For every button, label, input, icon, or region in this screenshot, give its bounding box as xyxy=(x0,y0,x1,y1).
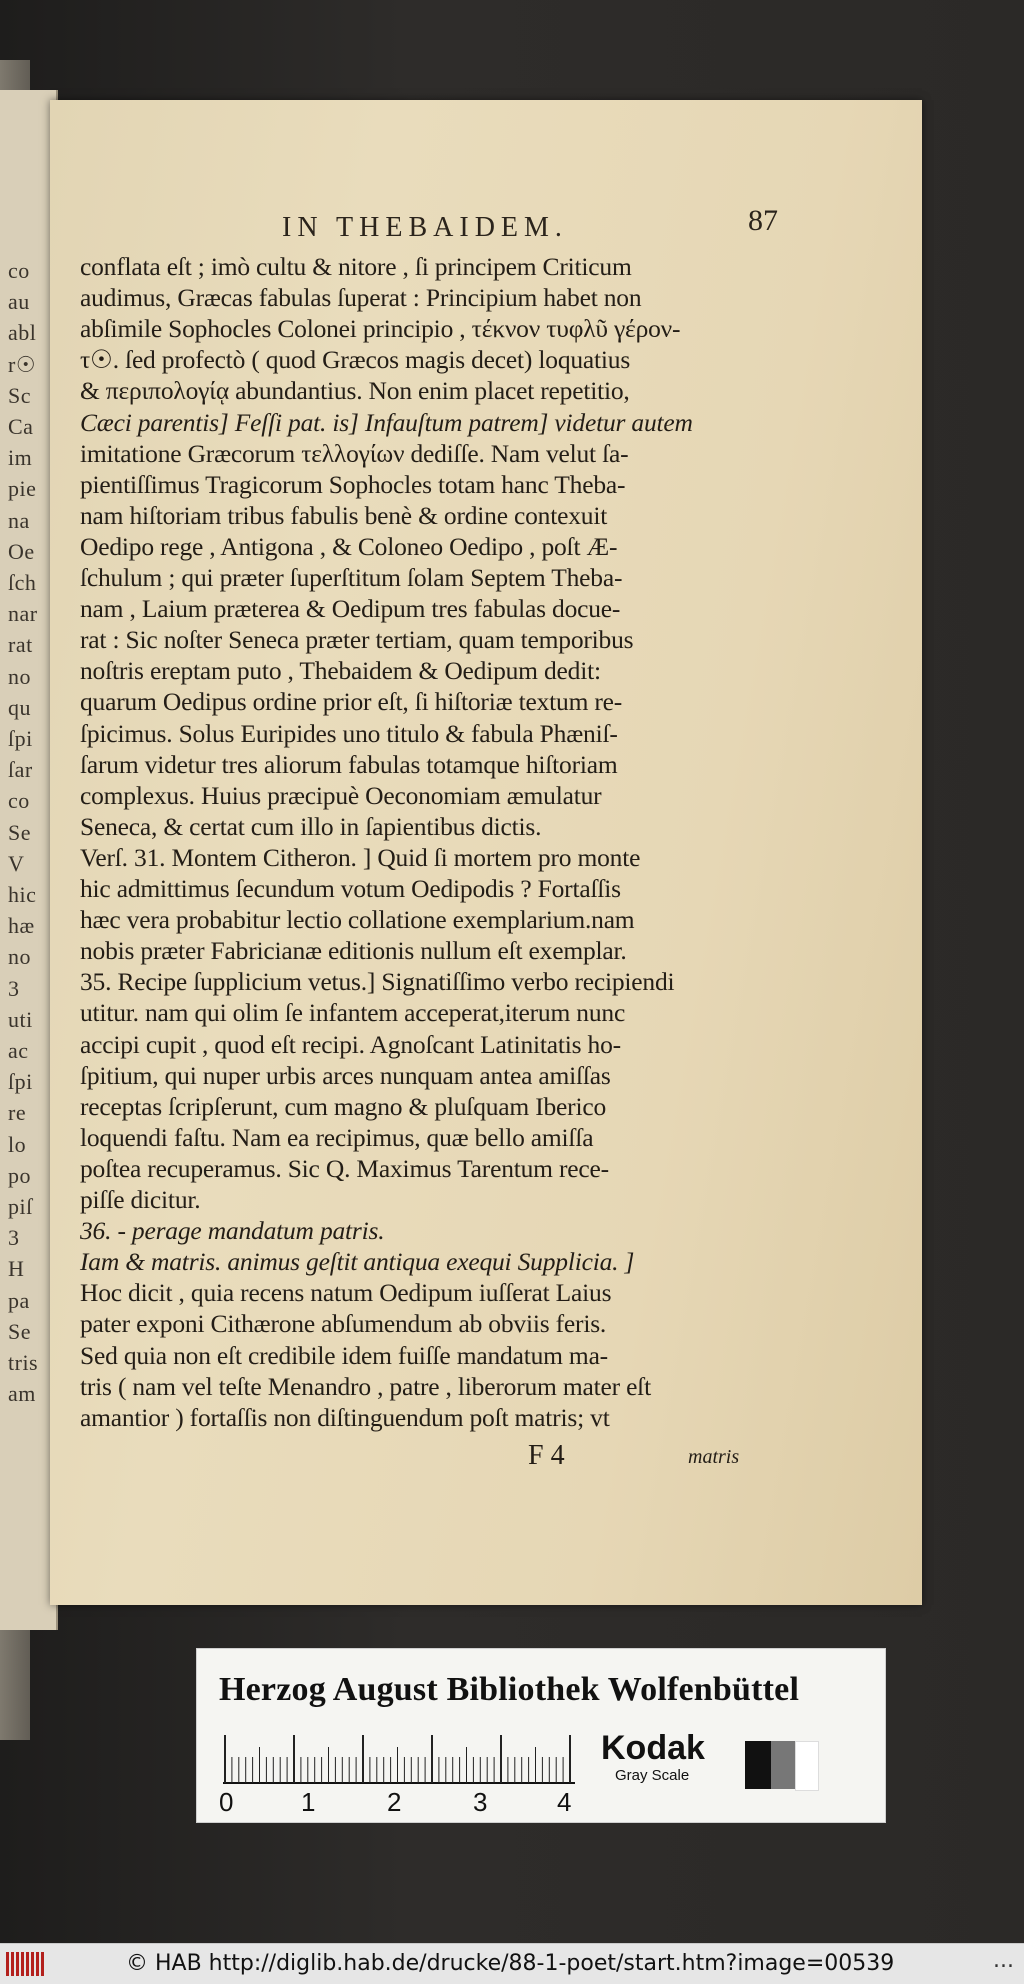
text-line: Seneca, & certat cum illo in ſapientibus dictis. xyxy=(80,811,542,841)
facing-page-fragment: Se xyxy=(8,1318,31,1344)
text-line: utitur. nam qui olim ſe infantem acceperat,iterum nunc xyxy=(80,998,626,1028)
text-line: imitatione Græcorum τελλογίων dediſſe. Nam velut ſa- xyxy=(80,438,629,468)
facing-page-fragment: au xyxy=(8,289,30,315)
text-line: hic admittimus ſecundum votum Oedipodis ? Fortaſſis xyxy=(80,874,621,903)
swatch-white xyxy=(795,1741,819,1791)
facing-page-fragment: po xyxy=(8,1162,31,1188)
ruler-number: 1 xyxy=(301,1787,316,1817)
text-line: 36. - perage mandatum patris. xyxy=(80,1216,385,1246)
text-line: ſchulum ; qui præter ſuperſtitum ſolam Septem Theba- xyxy=(80,563,623,592)
facing-page-fragment: abl xyxy=(8,320,37,346)
text-line: noſtris ereptam puto , Thebaidem & Oedipum dedit: xyxy=(80,656,601,686)
text-line: amantior ) fortaſſis non diſtinguendum poſt matris; vt xyxy=(80,1402,610,1432)
color-reference-card xyxy=(196,1648,886,1823)
facing-page-fragment: re xyxy=(8,1100,27,1126)
facing-page-fragment: H xyxy=(8,1256,25,1282)
status-url-text[interactable]: © HAB http://diglib.hab.de/drucke/88-1-poet/start.htm?image=00539 xyxy=(126,1951,895,1976)
text-line: ſpitium, qui nuper urbis arces nunquam antea amiſſas xyxy=(80,1060,611,1090)
text-line: piſſe dicitur. xyxy=(80,1185,201,1214)
facing-page-fragment: Sc xyxy=(8,382,31,408)
status-bar xyxy=(0,1943,1024,1984)
text-line: ſpicimus. Solus Euripides uno titulo & fabula Phæniſ- xyxy=(80,718,618,748)
text-line: nam hiſtoriam tribus fabulis benè & ordine contexuit xyxy=(80,500,608,530)
card-title: Herzog August Bibliothek Wolfenbüttel xyxy=(219,1671,800,1708)
facing-page-fragment: tris xyxy=(8,1350,39,1375)
ruler-number: 2 xyxy=(387,1787,402,1817)
facing-page-fragment: ac xyxy=(8,1038,29,1063)
signature-mark: F 4 xyxy=(528,1440,565,1471)
facing-page-fragment: im xyxy=(8,445,33,471)
text-line: rat : Sic noſter Seneca præter tertiam, quam temporibus xyxy=(80,625,634,655)
text-line: Hoc dicit , quia recens natum Oedipum iuſſerat Laius xyxy=(80,1278,612,1308)
facing-page-fragment: V xyxy=(8,850,25,876)
swatch-black xyxy=(745,1741,771,1789)
facing-page-fragment: hic xyxy=(8,882,37,907)
catchword: matris xyxy=(688,1446,740,1468)
facing-page-fragment: Se xyxy=(8,819,31,845)
kodak-logo: Kodak xyxy=(601,1729,705,1767)
facing-page-fragment: pa xyxy=(8,1287,30,1313)
facing-page-fragment: co xyxy=(8,788,30,814)
text-line: Oedipo rege , Antigona , & Coloneo Oedipo , poſt Æ- xyxy=(80,531,618,561)
text-line: audimus, Græcas fabulas ſuperat : Principium habet non xyxy=(80,283,642,313)
facing-page-fragment: no xyxy=(8,663,31,689)
scanned-page xyxy=(50,100,922,1605)
facing-page-fragment: lo xyxy=(8,1131,27,1157)
facing-page-fragment: no xyxy=(8,944,31,970)
text-line: complexus. Huius præcipuè Oeconomiam æmulatur xyxy=(80,780,602,810)
text-line: conflata eſt ; imò cultu & nitore , ſi principem Criticum xyxy=(80,252,632,281)
facing-page-fragment: r☉ xyxy=(8,351,37,377)
gray-scale-label: Gray Scale xyxy=(615,1767,690,1784)
more-options-icon[interactable]: ... xyxy=(993,1948,1014,1973)
running-head: IN THEBAIDEM. xyxy=(282,212,568,243)
facing-page-fragment: piſ xyxy=(8,1194,33,1219)
text-line: receptas ſcripſerunt, cum magno & pluſquam Iberico xyxy=(80,1091,607,1121)
ruler-number: 0 xyxy=(219,1787,234,1817)
text-line: poſtea recuperamus. Sic Q. Maximus Tarentum rece- xyxy=(80,1153,609,1183)
swatch-gray xyxy=(771,1741,795,1789)
facing-page-fragment: ſar xyxy=(8,757,33,783)
facing-page-fragment: Oe xyxy=(8,538,35,564)
facing-page-fragment: na xyxy=(8,507,30,533)
facing-page-fragment: 3 xyxy=(8,975,20,1001)
text-line: Iam & matris. animus geſtit antiqua exequi Supplicia. ] xyxy=(80,1247,635,1277)
text-line: nam , Laium præterea & Oedipum tres fabulas docue- xyxy=(80,594,621,624)
facing-page-fragment: Ca xyxy=(8,414,34,439)
facing-page-fragment: pie xyxy=(8,476,37,502)
text-line: loquendi faſtu. Nam ea recipimus, quæ bello amiſſa xyxy=(80,1122,594,1152)
text-line: ſarum videtur tres aliorum fabulas totamque hiſtoriam xyxy=(80,749,618,779)
facing-page-fragment: 3 xyxy=(8,1225,20,1251)
text-line: & περιπολογίᾳ abundantius. Non enim placet repetitio, xyxy=(80,376,630,406)
facing-page-fragment: nar xyxy=(8,601,38,627)
text-line: quarum Oedipus ordine prior eſt, ſi hiſtoriæ textum re- xyxy=(80,687,623,717)
facing-page-fragment: am xyxy=(8,1381,36,1407)
ruler-number: 3 xyxy=(473,1787,488,1817)
facing-page-fragment: ſch xyxy=(8,570,37,595)
facing-page-fragment: rat xyxy=(8,632,33,658)
facing-page-fragment: uti xyxy=(8,1006,33,1032)
text-line: accipi cupit , quod eſt recipi. Agnoſcant Latinitatis ho- xyxy=(80,1029,621,1059)
text-line: 35. Recipe ſupplicium vetus.] Signatiſſimo verbo recipiendi xyxy=(80,967,675,997)
facing-page-fragment: hæ xyxy=(8,913,35,939)
text-line: nobis præter Fabricianæ editionis nullum eſt exemplar. xyxy=(80,936,627,966)
facing-page-fragment: qu xyxy=(8,694,31,720)
text-line: Cæci parentis] Feſſi pat. is] Infauſtum patrem] videtur autem xyxy=(80,407,693,437)
text-line: abſimile Sophocles Colonei principio , τέκνον τυφλῦ γέρον- xyxy=(80,314,681,344)
text-line: τ☉. ſed profectò ( quod Græcos magis decet) loquatius xyxy=(80,345,631,375)
facing-page-fragment: co xyxy=(8,258,30,283)
text-line: hæc vera probabitur lectio collatione exemplarium.nam xyxy=(80,905,635,935)
text-line: Sed quia non eſt credibile idem fuiſſe mandatum ma- xyxy=(80,1340,608,1370)
facing-page-fragment: ſpi xyxy=(8,1069,33,1095)
ruler-number: 4 xyxy=(557,1787,572,1817)
text-line: Verſ. 31. Montem Citheron. ] Quid ſi mortem pro monte xyxy=(80,842,641,872)
ruler-scale xyxy=(223,1733,575,1785)
facing-page-fragment: ſpi xyxy=(8,726,33,751)
hab-logo-icon xyxy=(6,1952,46,1976)
text-line: pientiſſimus Tragicorum Sophocles totam hanc Theba- xyxy=(80,469,626,499)
page-number: 87 xyxy=(748,204,778,237)
text-line: tris ( nam vel teſte Menandro , patre , liberorum mater eſt xyxy=(80,1371,651,1401)
text-line: pater exponi Cithærone abſumendum ab obviis feris. xyxy=(80,1309,607,1339)
